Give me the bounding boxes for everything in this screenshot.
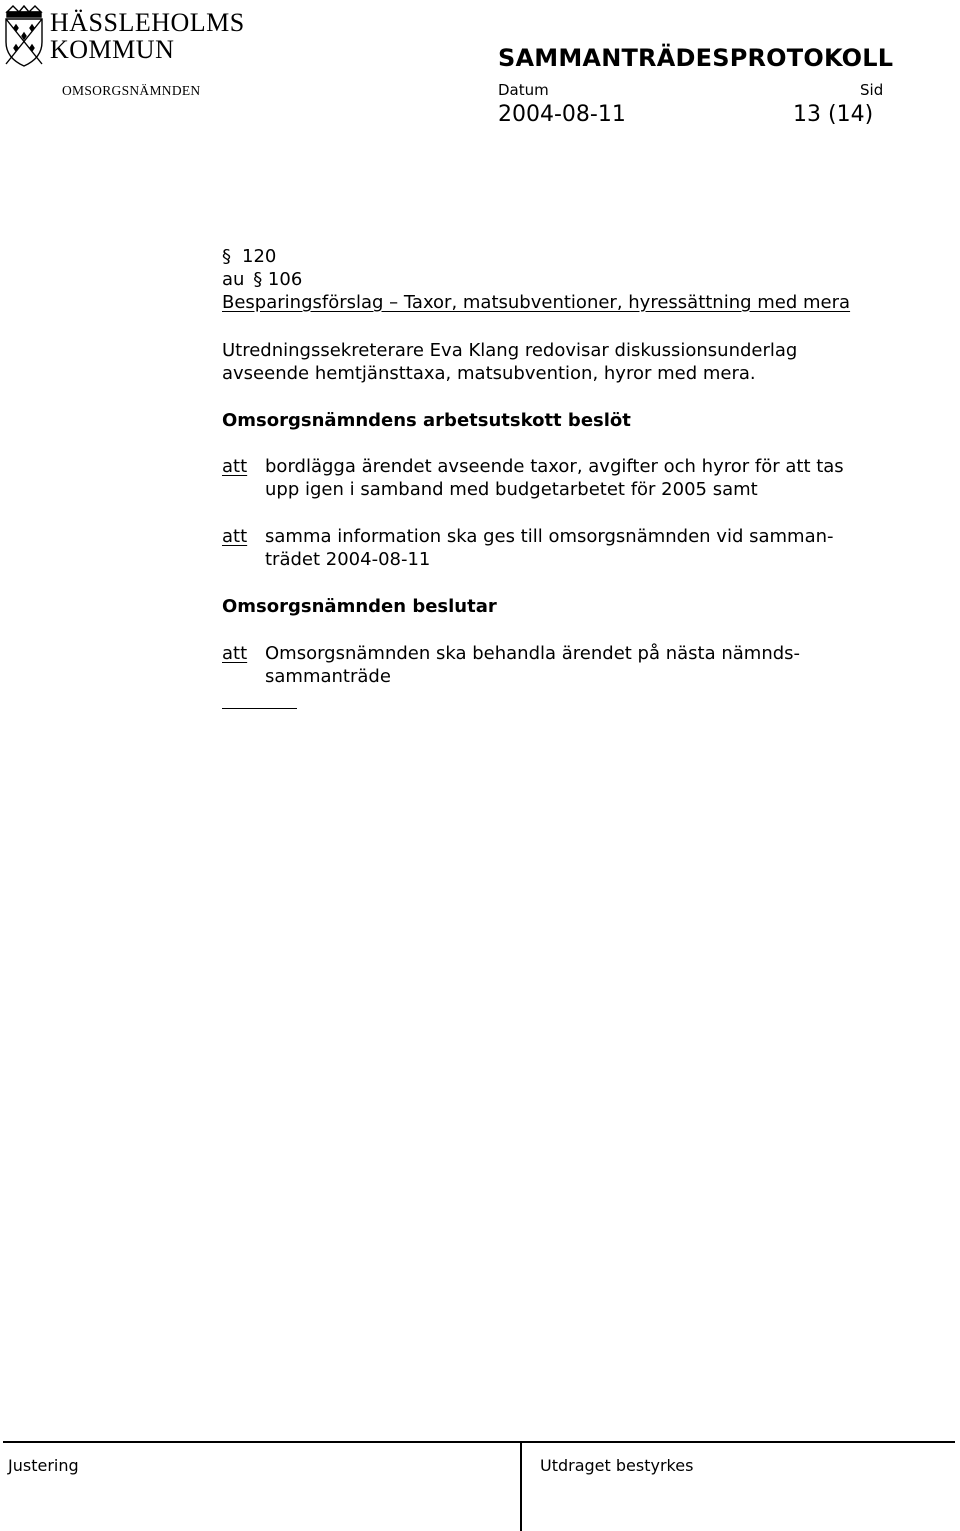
municipality-name-line1: HÄSSLEHOLMS [50, 8, 245, 37]
paragraph-number: 120 [242, 246, 277, 267]
municipal-coat-of-arms-logo [3, 4, 45, 68]
decision-clause-text: upp igen i samband med budgetarbetet för 2005 samt [265, 479, 758, 500]
page-number: 13 (14) [793, 102, 874, 127]
au-paragraph-ref [222, 268, 302, 291]
justering-label: Justering [8, 1456, 79, 1475]
decision-clause-text: samma information ska ges till omsorgsnämnden vid samman- [265, 526, 834, 547]
att-clause-marker: att [222, 643, 248, 664]
section-paragraph-ref [222, 245, 276, 268]
att-clause-marker: att [222, 526, 248, 547]
decision-clause-text: sammanträde [265, 666, 391, 687]
department-name: OMSORGSNÄMNDEN [62, 83, 201, 98]
au-paragraph-symbol: § [253, 269, 263, 290]
section-end-divider [222, 708, 297, 709]
footer-divider [3, 1441, 955, 1443]
footer-column-divider [520, 1441, 522, 1531]
date-label: Datum [498, 81, 549, 99]
board-decision-heading: Omsorgsnämnden beslutar [222, 596, 497, 617]
meeting-date: 2004-08-11 [498, 102, 626, 127]
au-prefix: au [222, 269, 245, 290]
intro-line-2: avseende hemtjänsttaxa, matsubvention, hyror med mera. [222, 363, 756, 384]
utdraget-bestyrkes-label: Utdraget bestyrkes [540, 1456, 694, 1475]
section-title: Besparingsförslag – Taxor, matsubventioner, hyressättning med mera [222, 292, 851, 313]
decision-clause-text: Omsorgsnämnden ska behandla ärendet på nästa nämnds- [265, 643, 801, 664]
document-title: SAMMANTRÄDESPROTOKOLL [498, 44, 894, 72]
paragraph-symbol: § [222, 246, 231, 267]
page-label: Sid [860, 81, 884, 99]
municipality-name-line2: KOMMUN [50, 35, 175, 64]
att-clause-marker: att [222, 456, 248, 477]
decision-clause-text: bordlägga ärendet avseende taxor, avgifter och hyror för att tas [265, 456, 844, 477]
committee-decision-heading: Omsorgsnämndens arbetsutskott beslöt [222, 410, 631, 431]
au-number: 106 [267, 269, 303, 290]
decision-clause-text: trädet 2004-08-11 [265, 549, 431, 570]
intro-line-1: Utredningssekreterare Eva Klang redovisar diskussionsunderlag [222, 340, 798, 361]
